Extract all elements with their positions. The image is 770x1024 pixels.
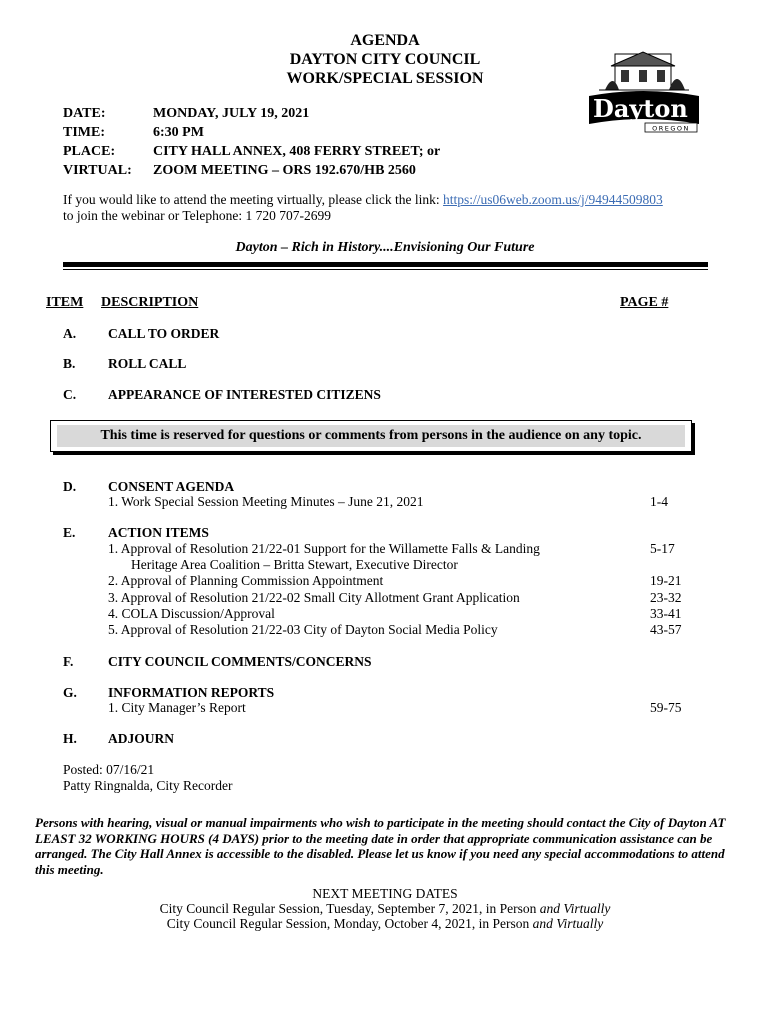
next-meeting-1	[0, 901, 770, 917]
council-title: DAYTON CITY COUNCIL	[289, 51, 481, 68]
virtual-text: If you would like to attend the meeting virtually, please click the link:	[63, 192, 444, 207]
item-e-sub-3: 3. Approval of Resolution 21/22-02 Small City Allotment Grant Application	[108, 590, 520, 605]
item-e-sub-4-page: 33-41	[650, 606, 682, 621]
date-value: MONDAY, JULY 19, 2021	[153, 106, 310, 121]
item-d-sub-1-page: 1-4	[650, 494, 668, 509]
item-a-title: CALL TO ORDER	[108, 326, 220, 341]
time-value: 6:30 PM	[153, 125, 204, 140]
item-b-title: ROLL CALL	[108, 356, 187, 371]
divider-thin	[63, 269, 708, 270]
item-e-sub-3-page: 23-32	[650, 590, 682, 605]
info-virtual	[63, 162, 416, 180]
item-h-letter: H.	[63, 731, 77, 746]
item-e-sub-5: 5. Approval of Resolution 21/22-03 City of Dayton Social Media Policy	[108, 622, 498, 637]
dayton-logo-icon	[585, 50, 703, 135]
col-header-item: ITEM	[46, 295, 84, 310]
item-c-letter: C.	[63, 387, 77, 402]
next-meeting-2-italic: and Virtually	[532, 916, 604, 931]
item-e-sub-1-page: 5-17	[650, 541, 675, 556]
info-date	[63, 105, 309, 123]
place-value: CITY HALL ANNEX, 408 FERRY STREET; or	[153, 144, 441, 159]
item-d-sub-1: 1. Work Special Session Meeting Minutes – June 21, 2021	[108, 494, 424, 509]
virtual-label: VIRTUAL:	[63, 163, 132, 178]
info-place	[63, 143, 440, 161]
logo-wordmark: Dayton	[593, 94, 688, 123]
agenda-title: AGENDA	[350, 32, 420, 49]
item-g-title: INFORMATION REPORTS	[108, 685, 275, 700]
next-meeting-2-text: City Council Regular Session, Monday, October 4, 2021, in Person	[166, 916, 533, 931]
item-g-sub-1-page: 59-75	[650, 700, 682, 715]
item-e-letter: E.	[63, 525, 76, 540]
virtual-value: ZOOM MEETING – ORS 192.670/HB 2560	[153, 163, 416, 178]
item-d-title: CONSENT AGENDA	[108, 479, 235, 494]
item-e-sub-1-cont: Heritage Area Coalition – Britta Stewart, Executive Director	[131, 557, 458, 572]
city-motto: Dayton – Rich in History....Envisioning Our Future	[235, 240, 535, 255]
telephone-text: to join the webinar or Telephone: 1 720 707-2699	[63, 208, 332, 223]
next-meeting-2	[0, 916, 770, 932]
next-meeting-1-text: City Council Regular Session, Tuesday, September 7, 2021, in Person	[159, 901, 540, 916]
posted-date: Posted: 07/16/21	[63, 762, 155, 777]
dayton-logo	[585, 50, 703, 135]
place-label: PLACE:	[63, 144, 116, 159]
item-c-title: APPEARANCE OF INTERESTED CITIZENS	[108, 387, 381, 402]
item-g-sub-1: 1. City Manager’s Report	[108, 700, 246, 715]
posted-by: Patty Ringnalda, City Recorder	[63, 778, 233, 793]
date-label: DATE:	[63, 106, 106, 121]
item-e-sub-2-page: 19-21	[650, 573, 682, 588]
item-e-sub-2: 2. Approval of Planning Commission Appointment	[108, 573, 384, 588]
item-e-sub-1: 1. Approval of Resolution 21/22-01 Support for the Willamette Falls & Landing	[108, 541, 540, 556]
logo-state: OREGON	[652, 124, 690, 133]
virtual-instructions	[63, 192, 723, 208]
item-e-sub-4: 4. COLA Discussion/Approval	[108, 606, 275, 621]
next-meeting-1-italic: and Virtually	[539, 901, 611, 916]
notice-text: This time is reserved for questions or comments from persons in the audience on any topic.	[57, 425, 685, 447]
col-header-page: PAGE #	[620, 295, 669, 310]
divider-thick	[63, 262, 708, 267]
public-comment-notice	[50, 420, 692, 452]
item-e-title: ACTION ITEMS	[108, 525, 209, 540]
zoom-link[interactable]: https://us06web.zoom.us/j/94944509803	[443, 192, 663, 207]
item-h-title: ADJOURN	[108, 731, 174, 746]
item-f-title: CITY COUNCIL COMMENTS/CONCERNS	[108, 654, 372, 669]
item-a-letter: A.	[63, 326, 77, 341]
item-d-letter: D.	[63, 479, 77, 494]
info-time	[63, 124, 204, 142]
item-e-sub-5-page: 43-57	[650, 622, 682, 637]
item-f-letter: F.	[63, 654, 74, 669]
accessibility-disclaimer: Persons with hearing, visual or manual impairments who wish to participate in the meeting should contact the City of Dayton AT LEAST 32 WORKING HOURS (4 DAYS) prior to the meeting date in order that appropriate communication assistance can be arranged. The City Hall Annex is accessible to the disabled. Please let us know if you need any special accommodations to attend this meeting.	[35, 815, 726, 877]
col-header-description: DESCRIPTION	[101, 295, 199, 310]
item-b-letter: B.	[63, 356, 76, 371]
item-g-letter: G.	[63, 685, 77, 700]
next-meetings-heading: NEXT MEETING DATES	[312, 886, 458, 901]
session-title: WORK/SPECIAL SESSION	[286, 70, 484, 87]
time-label: TIME:	[63, 125, 105, 140]
